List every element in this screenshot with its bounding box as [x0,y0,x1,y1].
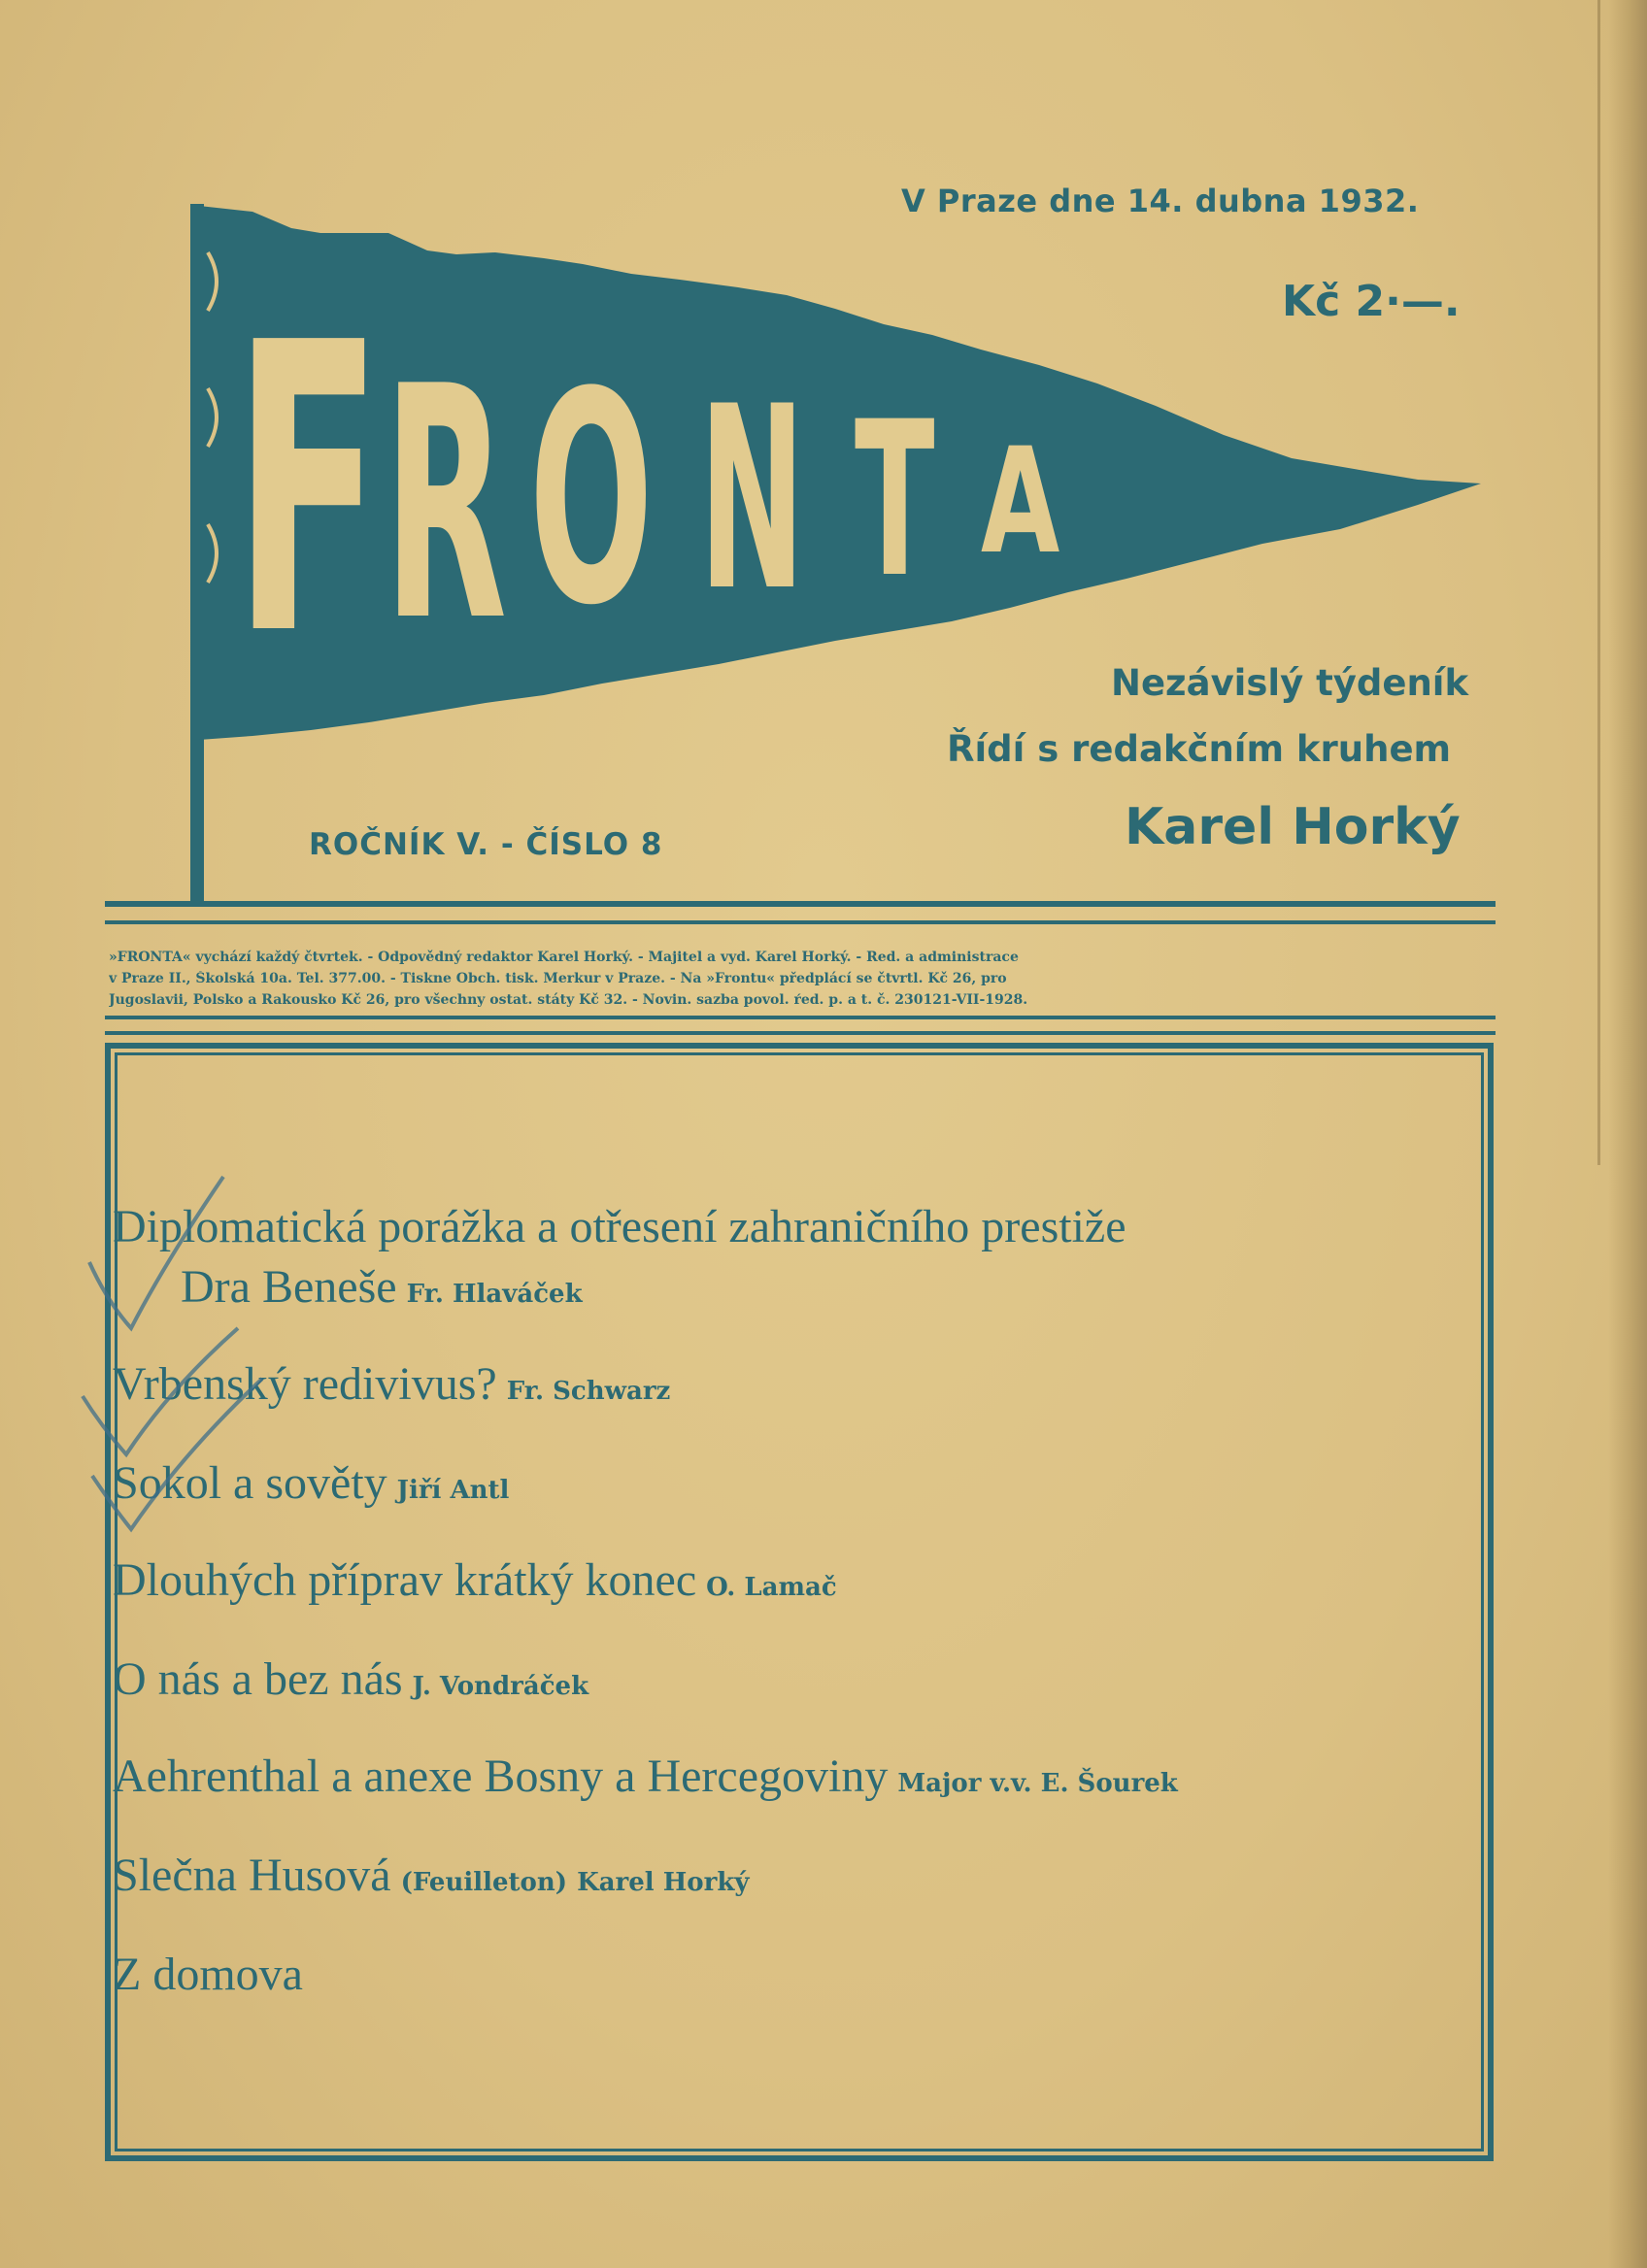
issue-price: Kč 2·—. [1282,277,1461,326]
contents-item [113,1553,837,1607]
article-title: Vrbenský redivivus? [113,1358,497,1410]
article-title: Diplomatická porážka a otřesení zahraničního prestiže [113,1201,1126,1252]
imprint-line: Jugoslavii, Polsko a Rakousko Kč 26, pro všechny ostat. státy Kč 32. - Novin. sazba povol. ŕed. p. a t. č. 230121-VII-1928. [109,992,1028,1008]
contents-item [113,1200,1126,1253]
title-letter-a: A [981,417,1060,586]
issue-date: V Praze dne 14. dubna 1932. [901,183,1420,219]
contents-item [113,1357,670,1411]
imprint-line: v Praze II., Školská 10a. Tel. 377.00. - Tiskne Obch. tisk. Merkur v Praze. - Na »Frontu« předplácí se čtvrtl. Kč 26, pro [109,971,1007,986]
article-note: (Feuilleton) [400,1868,568,1897]
contents-item [113,1948,303,2001]
article-author: Fr. Hlaváček [406,1280,583,1309]
article-title: Aehrenthal a anexe Bosny a Hercegoviny [113,1751,889,1802]
article-author: O. Lamač [706,1573,837,1602]
volume-issue: ROČNÍK V. - ČÍSLO 8 [309,827,663,862]
article-title: Dlouhých příprav krátký konec [113,1554,697,1606]
imprint-rule-top [105,901,1496,924]
article-title: Z domova [113,1949,303,2000]
article-title: Sokol a sověty [113,1457,387,1509]
title-letter-n: N [699,353,805,647]
imprint-line: »FRONTA« vychází každý čtvrtek. - Odpovědný redaktor Karel Horký. - Majitel a vyd. Karel Horký. - Red. a administrace [109,950,1019,965]
subtitle-weekly: Nezávislý týdeník [1111,662,1469,704]
article-author: J. Vondráček [412,1672,589,1701]
title-letter-o: O [529,330,654,669]
article-author: Fr. Schwarz [506,1377,671,1406]
title-letter-r: R [384,318,508,691]
article-author: Major v.v. E. Šourek [897,1769,1178,1798]
article-title-continued: Dra Beneše [181,1261,397,1313]
title-letter-f: F [233,258,384,722]
contents-item [113,1652,588,1706]
article-title: Slečna Husová [113,1850,391,1901]
subtitle-editorial: Řídí s redakčním kruhem [947,728,1452,770]
imprint-rule-bottom [105,1016,1496,1035]
contents-item [113,1750,1178,1803]
article-title: O nás a bez nás [113,1653,403,1705]
article-author: Karel Horký [577,1868,750,1897]
article-author: Jiří Antl [396,1476,510,1505]
title-letter-t: T [855,376,935,624]
contents-item-continued [181,1260,583,1314]
contents-item [113,1849,749,1902]
editor-name: Karel Horký [1125,798,1461,856]
contents-item [113,1456,509,1510]
